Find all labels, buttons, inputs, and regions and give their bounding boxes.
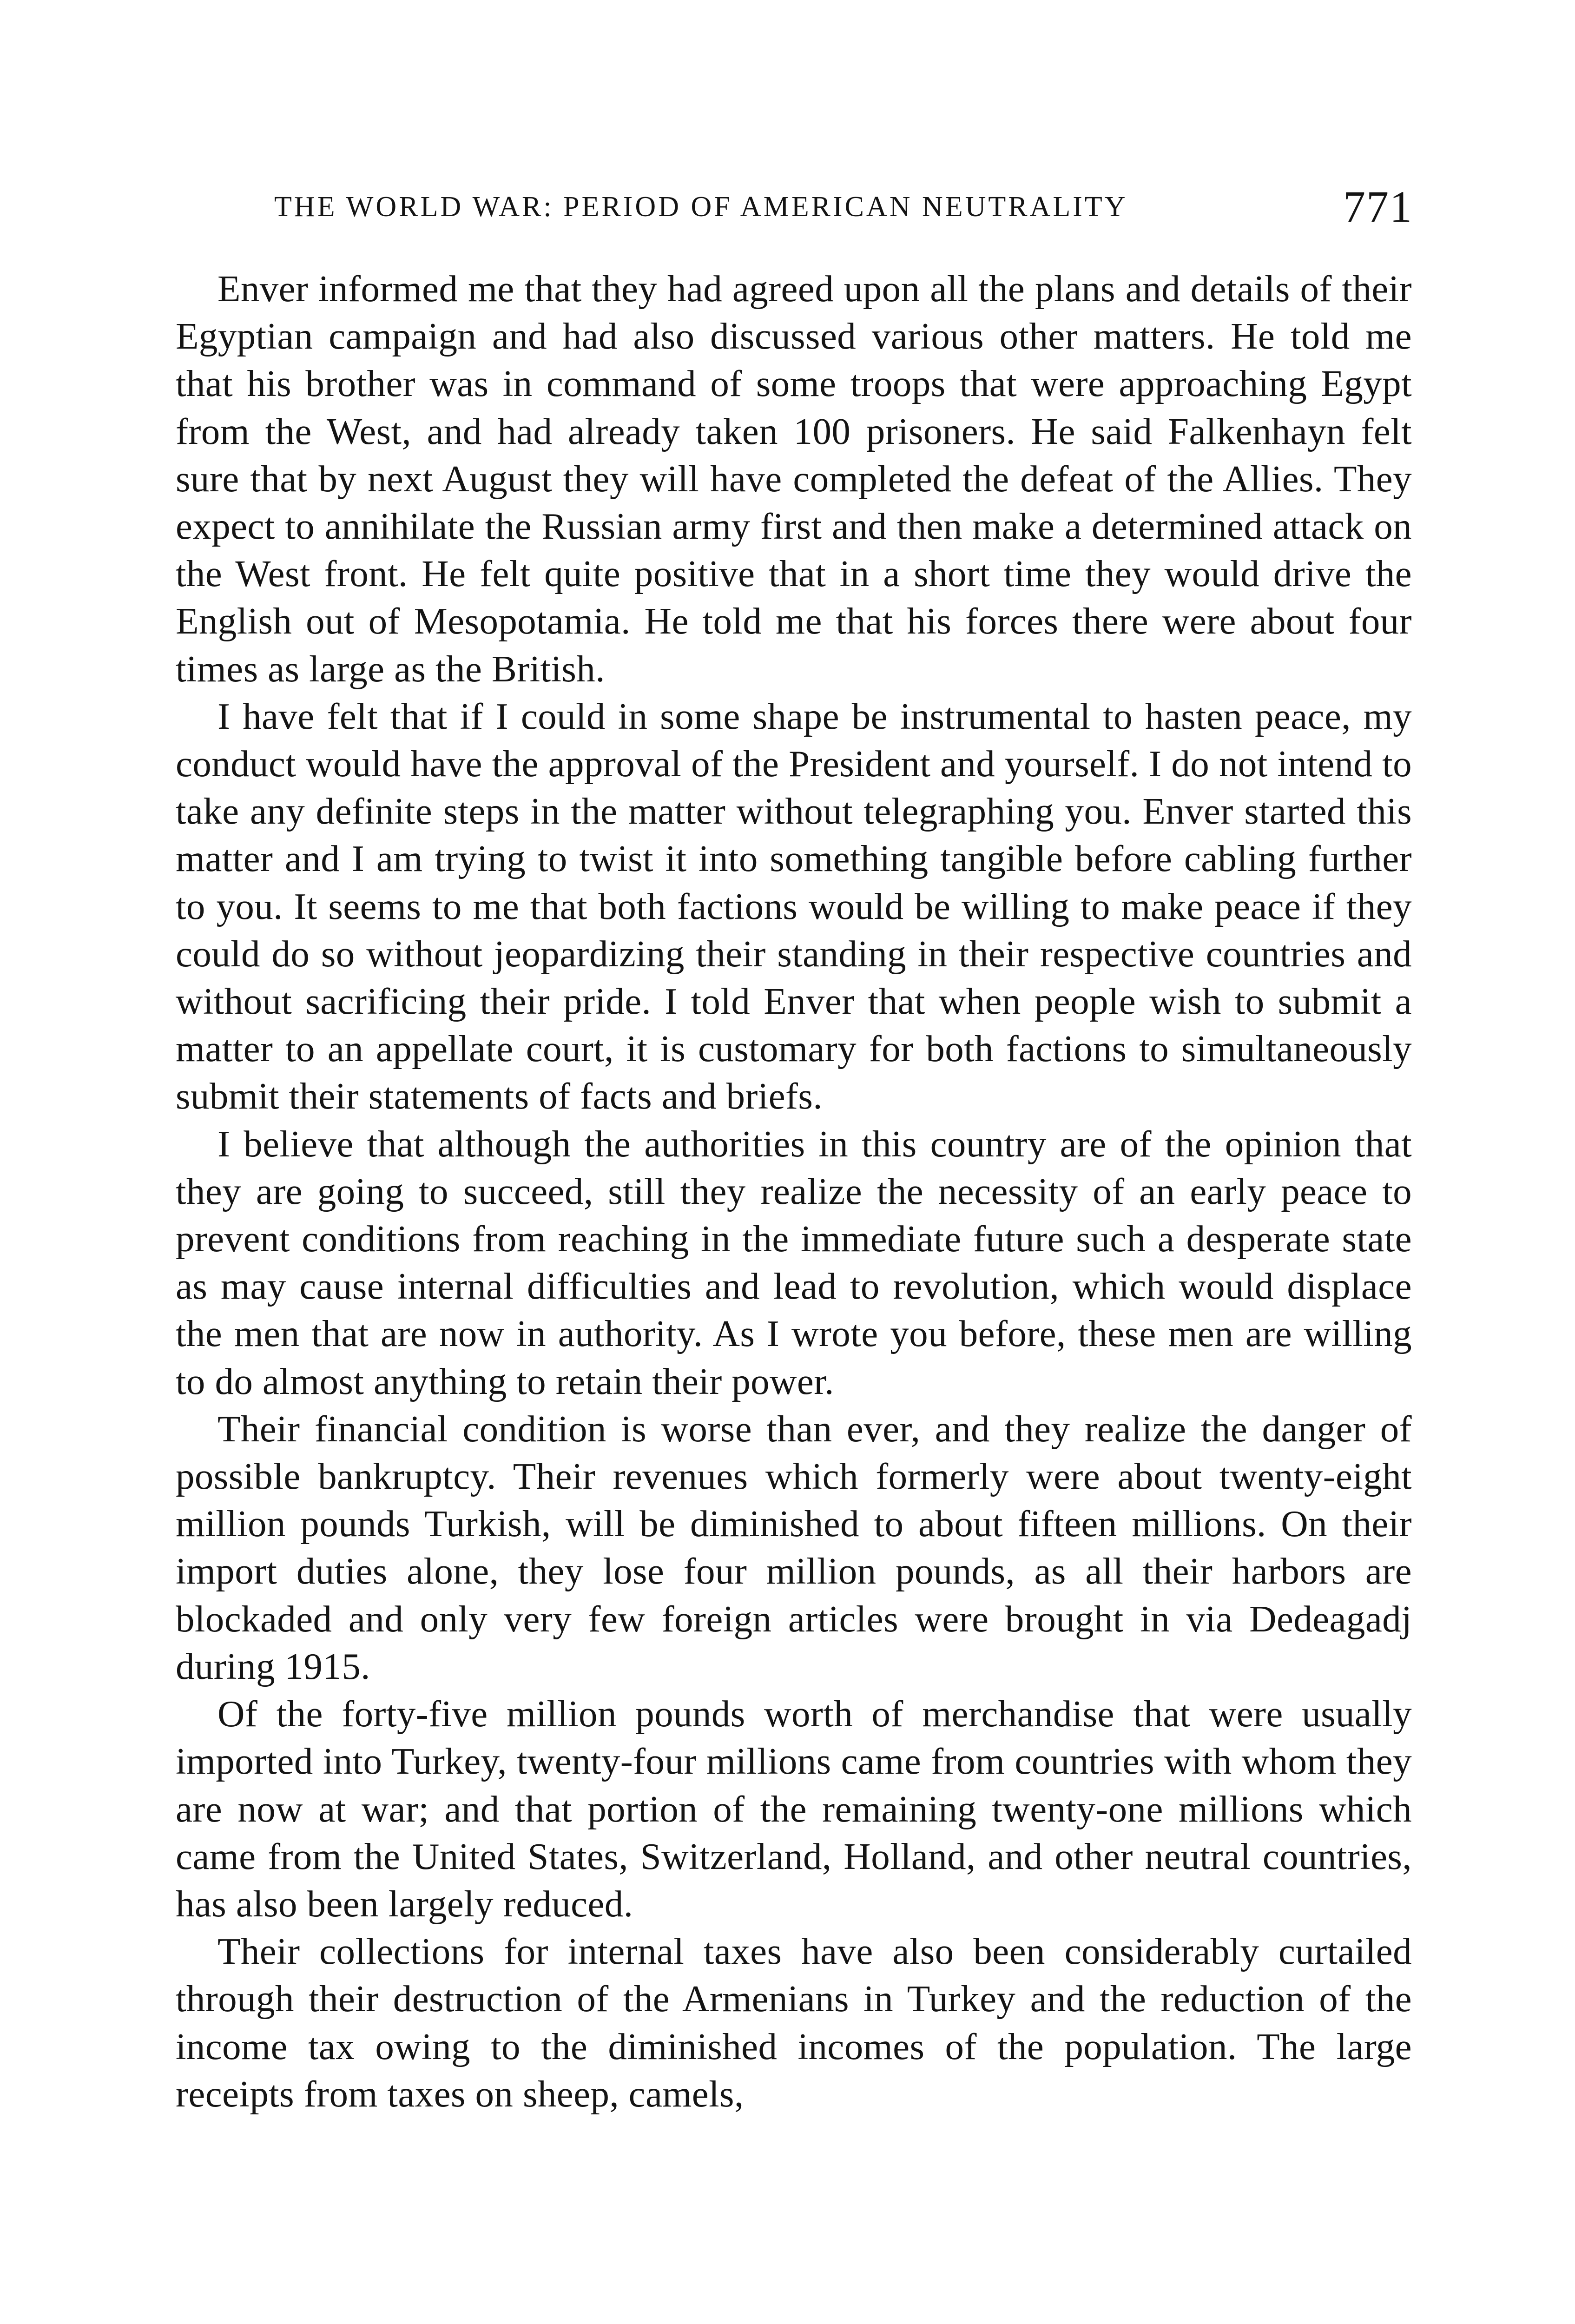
- paragraph-4: Their financial condition is worse than ever, and they realize the danger of possible bankruptcy. Their revenues which formerly were about twenty-eight million pounds Turkish, will be diminished to about fifteen millions. On their import duties alone, they lose four million pounds, as all their harbors are blockaded and only very few foreign articles were brought in via Dedeagadj during 1915.: [176, 1407, 1412, 1687]
- paragraph-6: Their collections for internal taxes have also been considerably curtailed through their destruction of the Armenians in Turkey and the reduction of the income tax owing to the diminished incomes of the population. The large receipts from taxes on sheep, camels,: [176, 1930, 1412, 2115]
- paragraph-5: Of the forty-five million pounds worth of merchandise that were usually imported into Turkey, twenty-four millions came from countries with whom they are now at war; and that portion of the remaining twenty-one millions which came from the United States, Switzerland, Holland, and other neutral countries, has also been largely reduced.: [176, 1693, 1412, 1925]
- page-header: [274, 181, 1413, 237]
- running-head: THE WORLD WAR: PERIOD OF AMERICAN NEUTRALITY: [274, 191, 1128, 223]
- paragraph-2: I have felt that if I could in some shape be instrumental to hasten peace, my conduct would have the approval of the President and yourself. I do not intend to take any definite steps in the matter without telegraphing you. Enver started this matter and I am trying to twist it into something tangible before cabling further to you. It seems to me that both factions would be willing to make peace if they could do so without jeopardizing their standing in their respective countries and without sacrificing their pride. I told Enver that when people wish to submit a matter to an appellate court, it is customary for both factions to simultaneously submit their statements of facts and briefs.: [176, 695, 1412, 1117]
- page-number: 771: [1343, 182, 1413, 231]
- body-text: [176, 265, 1412, 2118]
- paragraph-3: I believe that although the authorities in this country are of the opinion that they are going to succeed, still they realize the necessity of an early peace to prevent conditions from reaching in the immediate future such a desperate state as may cause internal difficulties and lead to revolution, which would displace the men that are now in authority. As I wrote you before, these men are willing to do almost anything to retain their power.: [176, 1122, 1412, 1402]
- paragraph-1: Enver informed me that they had agreed upon all the plans and details of their Egyptian campaign and had also discussed various other matters. He told me that his brother was in command of some troops that were approaching Egypt from the West, and had already taken 100 prisoners. He said Falkenhayn felt sure that by next August they will have completed the defeat of the Allies. They expect to annihilate the Russian army first and then make a determined attack on the West front. He felt quite positive that in a short time they would drive the English out of Mesopotamia. He told me that his forces there were about four times as large as the British.: [176, 268, 1412, 690]
